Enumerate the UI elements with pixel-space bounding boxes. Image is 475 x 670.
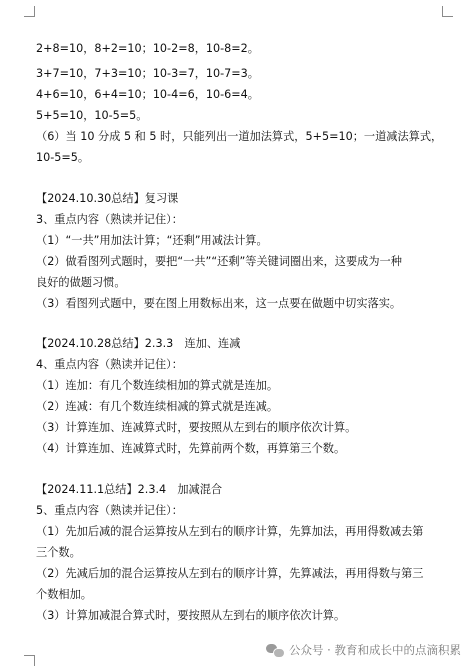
text-line: （1）“一共”用加法计算；“还剩”用减法计算。 — [36, 234, 268, 247]
wechat-icon — [266, 643, 284, 657]
text-line: （3）看图列式题中，要在图上用数标出来，这一点要在做题中切实落实。 — [36, 297, 402, 310]
text-line: （1）先加后减的混合运算按从左到右的顺序计算，先算加法，再用得数减去第 — [36, 525, 424, 538]
text-line: （2）先减后加的混合运算按从左到右的顺序计算，先算减法，再用得数与第三 — [36, 567, 424, 580]
watermark — [266, 642, 461, 658]
text-line: 良好的做题习惯。 — [36, 276, 126, 289]
text-line: 个数相加。 — [36, 588, 92, 601]
text-line: （3）计算连加、连减算式时，要按照从左到右的顺序依次计算。 — [36, 421, 357, 434]
text-line: （2）做看图列式题时，要把“一共”“还剩”等关键词圈出来，这要成为一种 — [36, 255, 402, 268]
text-line: （1）连加：有几个数连续相加的算式就是连加。 — [36, 379, 279, 392]
watermark-text: 公众号 · 教育和成长中的点滴积累 — [289, 643, 461, 657]
page-corner-mark-top-right — [442, 6, 453, 17]
text-line: （6）当 10 分成 5 和 5 时，只能列出一道加法算式，5+5=10；一道减法算式， — [36, 130, 443, 143]
text-line: 4、重点内容（熟读并记住）： — [36, 358, 183, 371]
text-line: 5、重点内容（熟读并记住）： — [36, 504, 183, 517]
text-line: （3）计算加减混合算式时，要按照从左到右的顺序依次计算。 — [36, 609, 346, 622]
section-heading: 【2024.11.1总结】2.3.4 加减混合 — [36, 483, 223, 496]
page-corner-mark-bottom-left — [24, 655, 35, 666]
page-corner-mark-top-left — [24, 6, 35, 17]
text-line: （2）连减：有几个数连续相减的算式就是连减。 — [36, 400, 279, 413]
text-line: 三个数。 — [36, 546, 81, 559]
section-heading: 【2024.10.30总结】复习课 — [36, 192, 179, 205]
text-line: 10-5=5。 — [36, 151, 90, 164]
text-line: 3、重点内容（熟读并记住）： — [36, 213, 183, 226]
text-line: 4+6=10，6+4=10；10-4=6，10-6=4。 — [36, 88, 259, 101]
text-line: （4）计算连加、连减算式时，先算前两个数，再算第三个数。 — [36, 442, 346, 455]
text-line: 5+5=10，10-5=5。 — [36, 109, 148, 122]
text-line: 2+8=10，8+2=10；10-2=8，10-8=2。 — [36, 42, 259, 55]
text-line: 3+7=10，7+3=10；10-3=7，10-7=3。 — [36, 67, 259, 80]
section-heading: 【2024.10.28总结】2.3.3 连加、连减 — [36, 337, 241, 350]
